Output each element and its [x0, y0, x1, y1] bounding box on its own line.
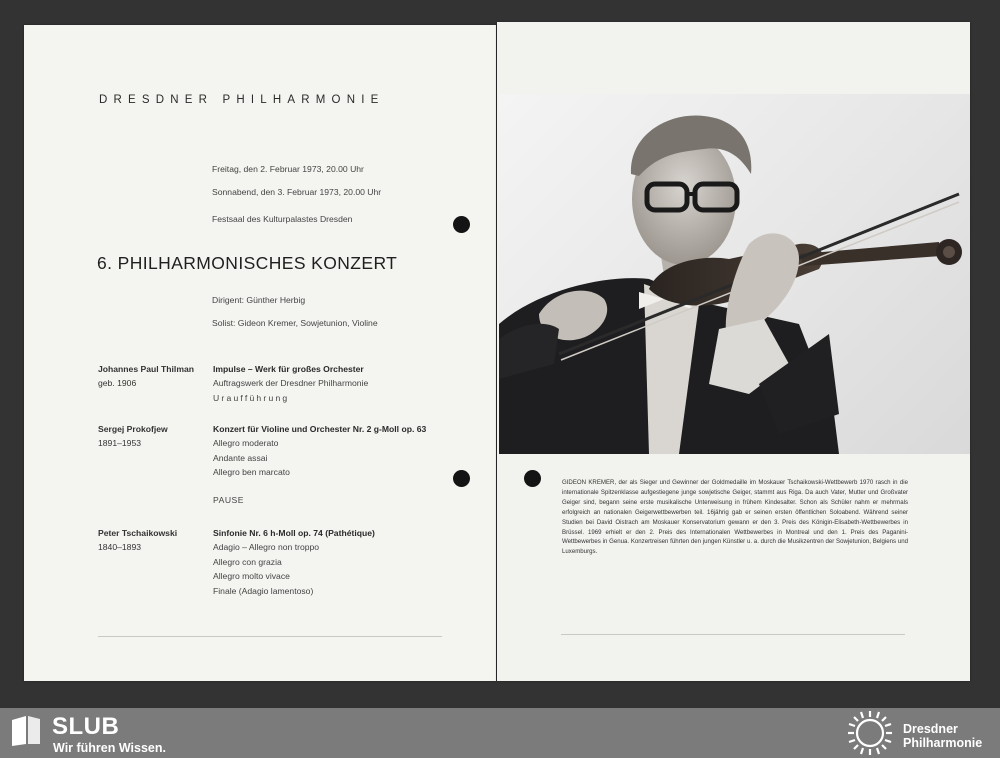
artist-biography: GIDEON KREMER, der als Sieger und Gewinner der Goldmedaille im Moskauer Tschaikowski-Wettbewerb 1970 rasch in die internationale Spitzenklasse aufgestiegene junge sowjetische Geiger, stammt aus Riga. Da auch Vater, Mutter und Großvater Geiger sind, begann seine erste musikalische Unterweisung in frühem Kindesalter. Schon als Schüler nahm er mehrmals erfolgreich an nationalen Geigerwettbewerben teil. 16jährig gab er seinen ersten öffentlichen Soloabend. Während seiner Studien bei David Oistrach am Moskauer Konservatorium gewann er den 3. Preis des Königin-Elisabeth-Wettbewerbes in Brüssel. 1969 erhielt er den 2. Preis des Internationalen Wettbewerbes in Montreal und den 1. Preis des Paganini-Wettbewerbes in Genua. Konzertreisen führten den jungen Künstler u. a. durch die Musikzentren der Sowjetunion, Belgiens und Luxemburgs.	[562, 479, 908, 556]
punch-hole	[524, 470, 541, 487]
violinist-illustration	[499, 94, 970, 454]
composer-thilman	[98, 362, 194, 390]
work-title: Impulse – Werk für großes Orchester	[213, 364, 364, 374]
movement: Andante assai	[213, 452, 268, 463]
slub-name: SLUB	[52, 713, 120, 740]
concert-title: 6. PHILHARMONISCHES KONZERT	[97, 253, 398, 273]
work-note: Auftragswerk der Dresdner Philharmonie	[213, 378, 369, 389]
bottom-rule	[561, 634, 905, 635]
conductor: Dirigent: Günther Herbig	[212, 295, 306, 305]
pause-label: PAUSE	[213, 495, 244, 505]
composer-dates: 1891–1953	[98, 438, 142, 448]
composer-tschaikowski	[98, 526, 177, 554]
work-note: Uraufführung	[213, 392, 290, 403]
work-title: Sinfonie Nr. 6 h-Moll op. 74 (Pathétique)	[213, 528, 375, 538]
composer-prokofjew	[98, 422, 168, 450]
movement: Adagio – Allegro non troppo	[213, 542, 320, 553]
work-violin-concerto	[213, 422, 426, 480]
composer-dates: geb. 1906	[98, 378, 137, 388]
slub-tagline: Wir führen Wissen.	[53, 741, 166, 755]
composer-name: Johannes Paul Thilman	[98, 364, 194, 374]
movement: Allegro molto vivace	[213, 571, 290, 582]
philharmonie-name-line1: Dresdner	[903, 722, 958, 736]
movement: Allegro ben marcato	[213, 467, 290, 478]
movement: Allegro moderato	[213, 438, 279, 449]
concert-date-friday: Freitag, den 2. Februar 1973, 20.00 Uhr	[212, 164, 364, 174]
program-right-page	[497, 22, 970, 681]
work-impulse	[213, 362, 368, 405]
philharmonie-name-line2: Philharmonie	[903, 736, 983, 750]
composer-dates: 1840–1893	[98, 542, 142, 552]
composer-name: Sergej Prokofjew	[98, 424, 168, 434]
concert-venue: Festsaal des Kulturpalastes Dresden	[212, 214, 353, 224]
movement: Allegro con grazia	[213, 556, 282, 567]
work-title: Konzert für Violine und Orchester Nr. 2 g-Moll op. 63	[213, 424, 427, 434]
soloist: Solist: Gideon Kremer, Sowjetunion, Violine	[212, 318, 378, 328]
punch-hole	[453, 216, 470, 233]
concert-date-saturday: Sonnabend, den 3. Februar 1973, 20.00 Uhr	[212, 187, 382, 197]
library-footer-bar	[0, 708, 1000, 758]
slub-logo-icon	[9, 714, 43, 748]
work-symphony-6	[213, 526, 375, 598]
composer-name: Peter Tschaikowski	[98, 528, 178, 538]
program-left-page	[24, 25, 496, 681]
bottom-rule	[98, 636, 442, 637]
philharmonie-logo-icon	[842, 709, 898, 757]
movement: Finale (Adagio lamentoso)	[213, 585, 314, 596]
violinist-photo	[499, 94, 970, 454]
punch-hole	[453, 470, 470, 487]
orchestra-title: DRESDNER PHILHARMONIE	[99, 94, 385, 106]
